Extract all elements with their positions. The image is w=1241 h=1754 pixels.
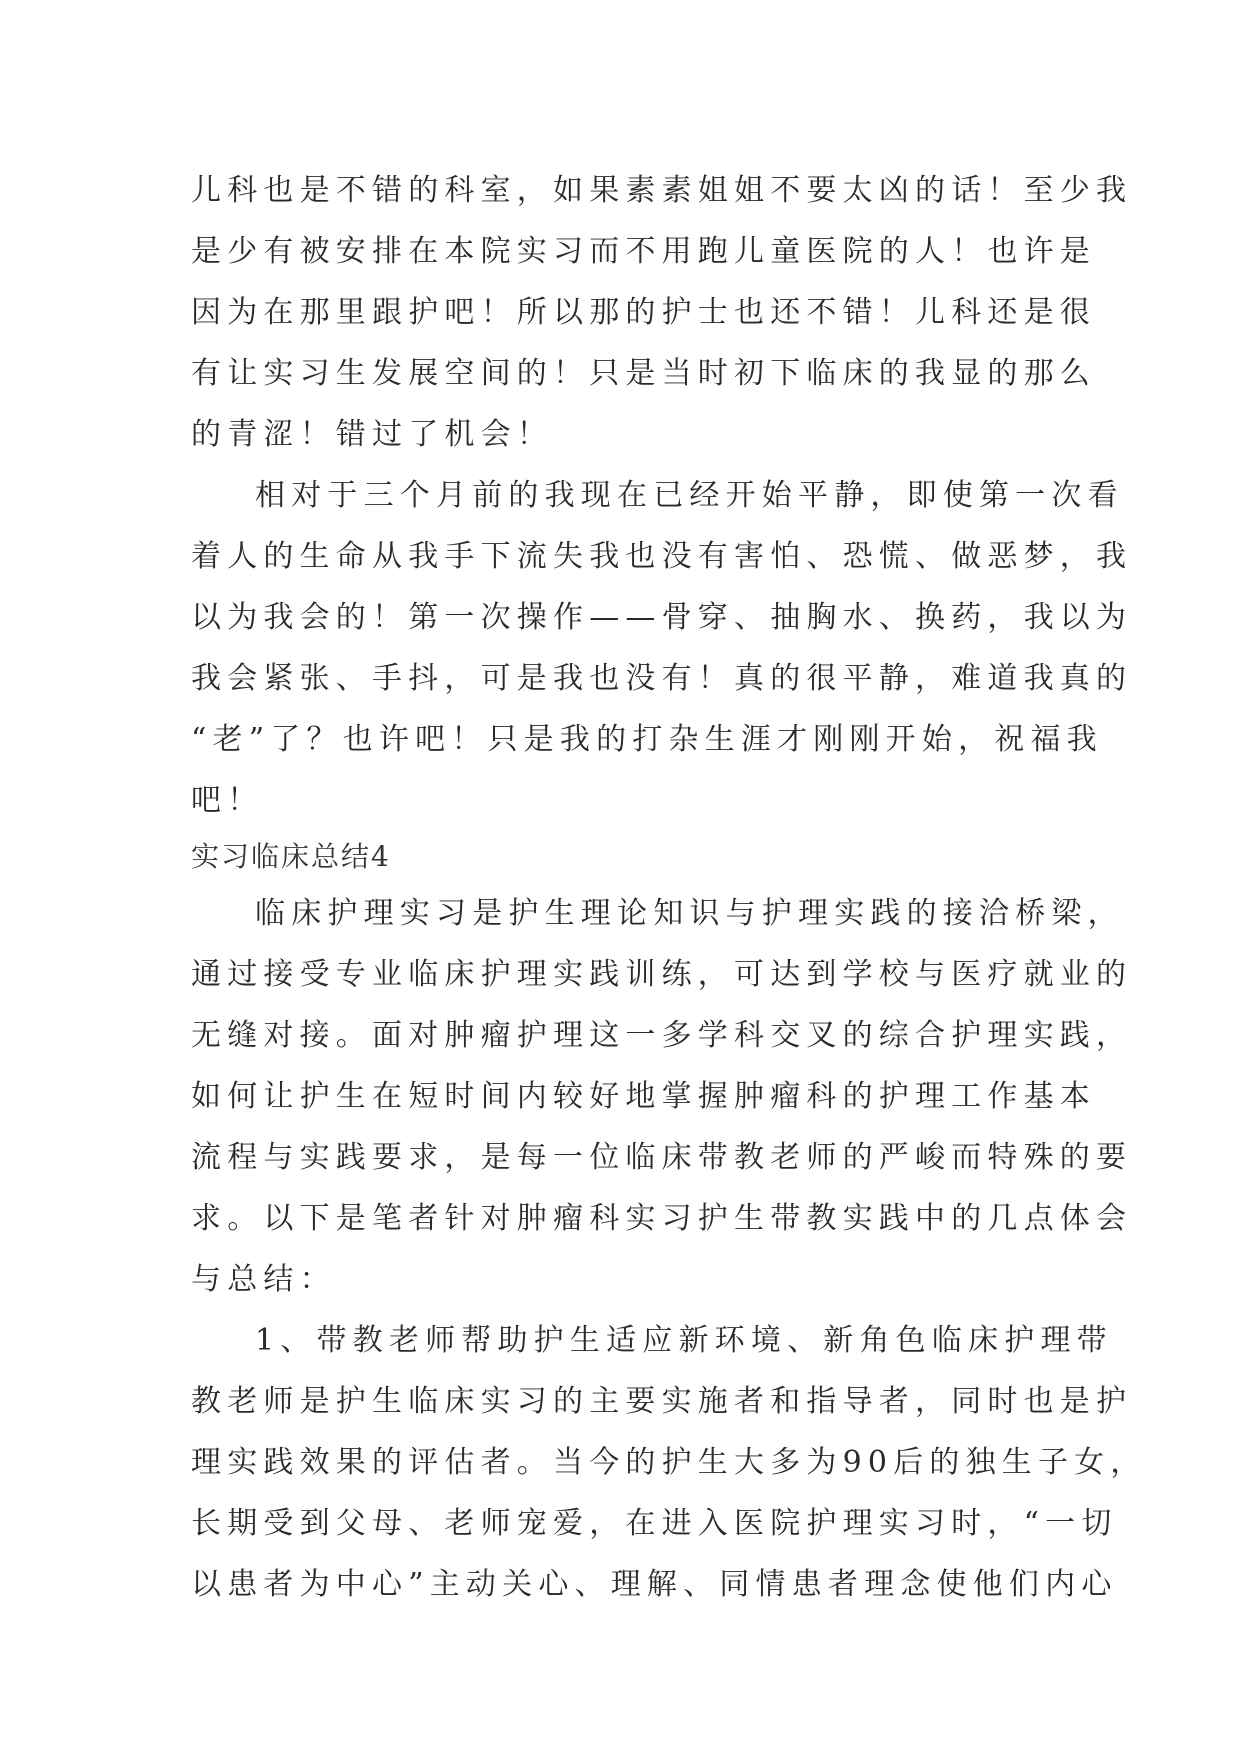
text-line: 因为在那里跟护吧！所以那的护士也还不错！儿科还是很 <box>191 295 1096 330</box>
text-line: 流程与实践要求，是每一位临床带教老师的严峻而特殊的要 <box>191 1140 1133 1175</box>
text-line: 以为我会的！第一次操作——骨穿、抽胸水、换药，我以为 <box>191 600 1133 635</box>
section-heading: 实习临床总结4 <box>191 840 391 873</box>
text-line: 着人的生命从我手下流失我也没有害怕、恐慌、做恶梦，我 <box>191 539 1133 574</box>
text-line: 以患者为中心”主动关心、理解、同情患者理念使他们内心 <box>191 1567 1118 1602</box>
paragraph-first-line: 相对于三个月前的我现在已经开始平静，即使第一次看 <box>255 478 1124 513</box>
text-line: 无缝对接。面对肿瘤护理这一多学科交叉的综合护理实践， <box>191 1018 1133 1053</box>
text-line: 是少有被安排在本院实习而不用跑儿童医院的人！也许是 <box>191 234 1096 269</box>
text-line: 有让实习生发展空间的！只是当时初下临床的我显的那么 <box>191 356 1096 391</box>
text-line: 儿科也是不错的科室，如果素素姐姐不要太凶的话！至少我 <box>191 173 1133 208</box>
text-line: 我会紧张、手抖，可是我也没有！真的很平静，难道我真的 <box>191 661 1133 696</box>
text-line: 长期受到父母、老师宠爱，在进入医院护理实习时，“一切 <box>191 1506 1118 1541</box>
text-line: 与总结： <box>191 1262 336 1297</box>
paragraph-first-line: 临床护理实习是护生理论知识与护理实践的接洽桥梁， <box>255 896 1124 931</box>
text-line: 吧！ <box>191 783 264 818</box>
text-line: 通过接受专业临床护理实践训练，可达到学校与医疗就业的 <box>191 957 1133 992</box>
text-line: 理实践效果的评估者。当今的护生大多为90后的独生子女， <box>191 1445 1147 1480</box>
text-line: 教老师是护生临床实习的主要实施者和指导者，同时也是护 <box>191 1384 1133 1419</box>
text-line: 求。以下是笔者针对肿瘤科实习护生带教实践中的几点体会 <box>191 1201 1133 1236</box>
paragraph-first-line: 1、带教老师帮助护生适应新环境、新角色临床护理带 <box>255 1323 1113 1358</box>
document-body <box>191 160 1147 1615</box>
text-line: 如何让护生在短时间内较好地掌握肿瘤科的护理工作基本 <box>191 1079 1096 1114</box>
text-line: “老”了？也许吧！只是我的打杂生涯才刚刚开始，祝福我 <box>191 722 1103 757</box>
text-line: 的青涩！错过了机会！ <box>191 417 553 452</box>
